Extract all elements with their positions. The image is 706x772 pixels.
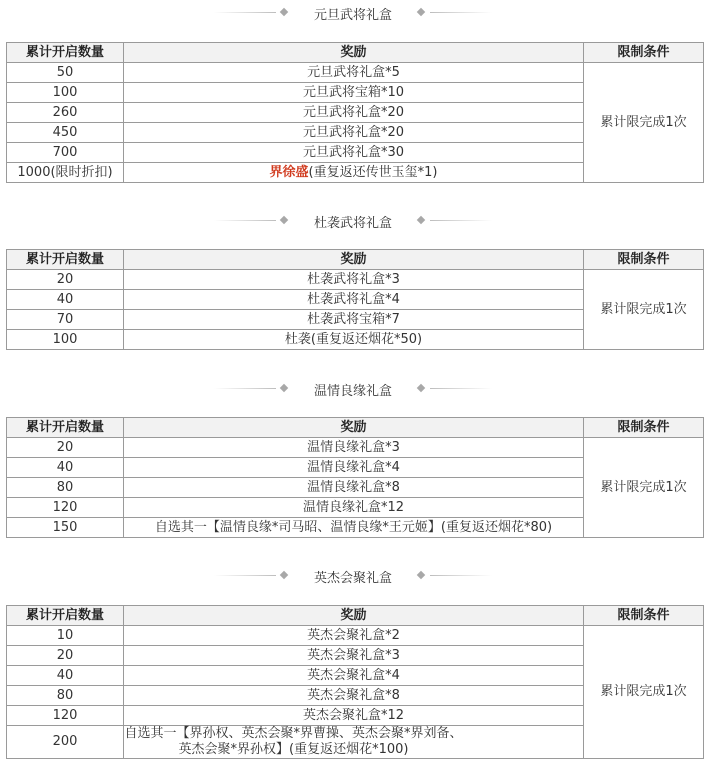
header-reward: 奖励 [124,43,584,63]
table-header-row [7,606,704,626]
reward-table-1 [6,42,704,183]
reward-cell: 杜袭武将礼盒*3 [124,270,584,290]
title-rule-right [430,575,492,576]
table-row [7,270,704,290]
reward-cell: 元旦武将宝箱*10 [124,83,584,103]
section-title-4 [0,564,706,586]
header-reward: 奖励 [124,606,584,626]
header-reward: 奖励 [124,418,584,438]
reward-cell: 英杰会聚礼盒*3 [124,646,584,666]
count-cell: 100 [7,330,124,350]
header-reward: 奖励 [124,250,584,270]
header-limit: 限制条件 [584,418,704,438]
reward-cell: 元旦武将礼盒*20 [124,103,584,123]
reward-cell: 杜袭(重复返还烟花*50) [124,330,584,350]
header-count: 累计开启数量 [7,250,124,270]
section-title-text: 英杰会聚礼盒 [313,571,392,586]
title-rule-right [430,12,492,13]
reward-cell: 温情良缘礼盒*8 [124,478,584,498]
reward-table-2 [6,249,704,350]
count-cell: 70 [7,310,124,330]
count-cell: 150 [7,518,124,538]
reward-note: (重复返还传世玉玺*1) [308,164,438,180]
count-cell: 20 [7,438,124,458]
section-title-text: 元旦武将礼盒 [313,8,392,23]
table-row [7,438,704,458]
reward-cell: 元旦武将礼盒*30 [124,143,584,163]
header-count: 累计开启数量 [7,606,124,626]
reward-cell: 杜袭武将礼盒*4 [124,290,584,310]
reward-cell: 英杰会聚礼盒*12 [124,706,584,726]
count-cell: 100 [7,83,124,103]
count-cell: 80 [7,686,124,706]
reward-table-3 [6,417,704,538]
section-title-2 [0,209,706,231]
table-header-row [7,250,704,270]
count-cell: 50 [7,63,124,83]
section-title-text: 杜袭武将礼盒 [313,216,392,231]
reward-cell: 杜袭武将宝箱*7 [124,310,584,330]
table-header-row [7,43,704,63]
count-cell: 10 [7,626,124,646]
header-limit: 限制条件 [584,43,704,63]
count-cell: 20 [7,270,124,290]
reward-cell: 英杰会聚礼盒*8 [124,686,584,706]
count-cell: 40 [7,290,124,310]
reward-cell: 温情良缘礼盒*3 [124,438,584,458]
count-cell: 450 [7,123,124,143]
reward-cell: 元旦武将礼盒*5 [124,63,584,83]
count-cell: 80 [7,478,124,498]
reward-cell: 温情良缘礼盒*12 [124,498,584,518]
count-cell: 260 [7,103,124,123]
section-title-3 [0,377,706,399]
limit-cell: 累计限完成1次 [584,438,704,538]
count-cell: 700 [7,143,124,163]
reward-cell: 自选其一【界孙权、英杰会聚*界曹操、英杰会聚*界刘备、英杰会聚*界孙权】(重复返还烟花*100) [124,726,584,759]
limit-cell: 累计限完成1次 [584,63,704,183]
limit-cell: 累计限完成1次 [584,270,704,350]
table-row [7,626,704,646]
reward-cell: 温情良缘礼盒*4 [124,458,584,478]
reward-cell: 自选其一【温情良缘*司马昭、温情良缘*王元姬】(重复返还烟花*80) [124,518,584,538]
reward-table-4 [6,605,704,759]
count-cell: 20 [7,646,124,666]
header-limit: 限制条件 [584,250,704,270]
reward-cell [124,163,584,183]
header-limit: 限制条件 [584,606,704,626]
table-header-row [7,418,704,438]
limit-cell: 累计限完成1次 [584,626,704,759]
section-title-text: 温情良缘礼盒 [313,384,392,399]
reward-cell: 元旦武将礼盒*20 [124,123,584,143]
count-cell: 120 [7,706,124,726]
header-count: 累计开启数量 [7,43,124,63]
count-cell: 40 [7,458,124,478]
highlight-general-name: 界徐盛 [269,164,309,180]
reward-cell: 英杰会聚礼盒*4 [124,666,584,686]
count-cell: 40 [7,666,124,686]
count-cell: 200 [7,726,124,759]
table-row [7,63,704,83]
count-cell: 1000(限时折扣) [7,163,124,183]
reward-cell: 英杰会聚礼盒*2 [124,626,584,646]
header-count: 累计开启数量 [7,418,124,438]
count-cell: 120 [7,498,124,518]
title-rule-right [430,388,492,389]
title-rule-right [430,220,492,221]
section-title-1 [0,1,706,23]
